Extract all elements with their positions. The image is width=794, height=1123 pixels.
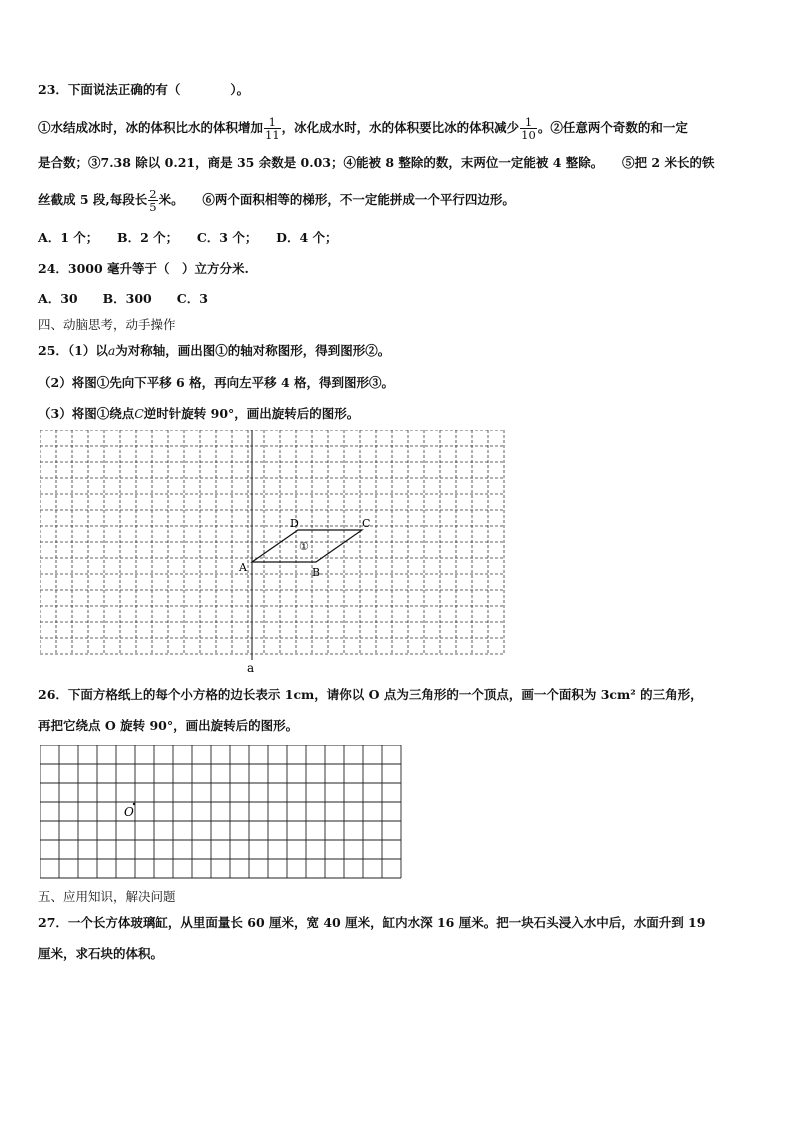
- label-point-o: O: [124, 805, 134, 819]
- point-variable-c: C: [134, 406, 144, 421]
- section-4-heading: 四、动脑思考，动手操作: [38, 317, 176, 332]
- axis-variable-a: a: [107, 343, 116, 358]
- q25-part-3-text-b: 逆时针旋转 90°，画出旋转后的图形。: [143, 406, 360, 421]
- q23-statement-1-text: ①水结成冰时，冰的体积比水的体积增加: [38, 120, 264, 135]
- label-shape-1: ①: [299, 540, 309, 553]
- q25-part-1-text-a: 25．（1）以: [38, 343, 108, 358]
- q26-line-2: 再把它绕点 O 旋转 90°，画出旋转后的图形。: [38, 718, 299, 733]
- q23-statement-5-text: 丝截成 5 段,每段长: [38, 192, 148, 207]
- q23-options: A．1 个； B．2 个； C．3 个； D．4 个；: [38, 230, 338, 245]
- q25-part-2: （2）将图①先向下平移 6 格，再向左平移 4 格，得到图形③。: [38, 375, 395, 390]
- q25-part-1: [38, 342, 390, 360]
- fraction-1-11: [264, 116, 281, 141]
- fraction-denominator: 5: [149, 200, 157, 214]
- fraction-denominator: 10: [521, 128, 536, 142]
- q25-part-3-text-a: （3）将图①绕点: [38, 406, 135, 421]
- q26-solid-grid: [40, 745, 424, 885]
- q27-line-2: 厘米，求石块的体积。: [38, 946, 164, 961]
- q23-statement-line-2: 是合数；③7.38 除以 0.21，商是 35 余数是 0.03；④能被 8 整除的数，末两位一定能被 4 整除。 ⑤把 2 米长的铁: [38, 155, 715, 170]
- q23-statement-2-text: 。②任意两个奇数的和一定: [537, 120, 688, 135]
- fraction-numerator: 1: [264, 116, 281, 129]
- fraction-1-10: [520, 116, 537, 141]
- q23-title: 23．下面说法正确的有（ ）。: [38, 82, 250, 97]
- fraction-numerator: 1: [520, 116, 537, 129]
- fraction-numerator: 2: [149, 187, 157, 201]
- label-axis-a: a: [247, 661, 255, 675]
- q25-dashed-grid: [40, 430, 520, 680]
- q23-statement-1-text-b: ，冰化成水时，水的体积要比冰的体积减少: [281, 120, 520, 135]
- section-5-heading: 五、应用知识，解决问题: [38, 889, 176, 904]
- q24-title: 24．3000 毫升等于（ ）立方分米.: [38, 261, 249, 276]
- q27-line-1: 27．一个长方体玻璃缸，从里面量长 60 厘米，宽 40 厘米，缸内水深 16 厘米。把一块石头浸入水中后，水面升到 19: [38, 915, 706, 930]
- q25-part-3: [38, 405, 359, 423]
- q24-options: A．30 B．300 C．3: [38, 291, 208, 306]
- label-point-d: D: [290, 517, 299, 530]
- q25-part-1-text-b: 为对称轴，画出图①的轴对称图形，得到图形②。: [115, 343, 391, 358]
- q23-statement-6-text: 米。 ⑥两个面积相等的梯形，不一定能拼成一个平行四边形。: [158, 192, 515, 207]
- label-point-a: A: [239, 561, 247, 574]
- q23-statement-line-3: [38, 188, 515, 213]
- label-point-b: B: [312, 566, 321, 579]
- q23-statement-line-1: [38, 116, 688, 141]
- q26-line-1: 26．下面方格纸上的每个小方格的边长表示 1cm，请你以 O 点为三角形的一个顶点，画一个面积为 3cm² 的三角形，: [38, 687, 703, 702]
- fraction-denominator: 11: [265, 128, 280, 142]
- label-point-c: C: [362, 517, 371, 530]
- fraction-2-5: [148, 188, 157, 213]
